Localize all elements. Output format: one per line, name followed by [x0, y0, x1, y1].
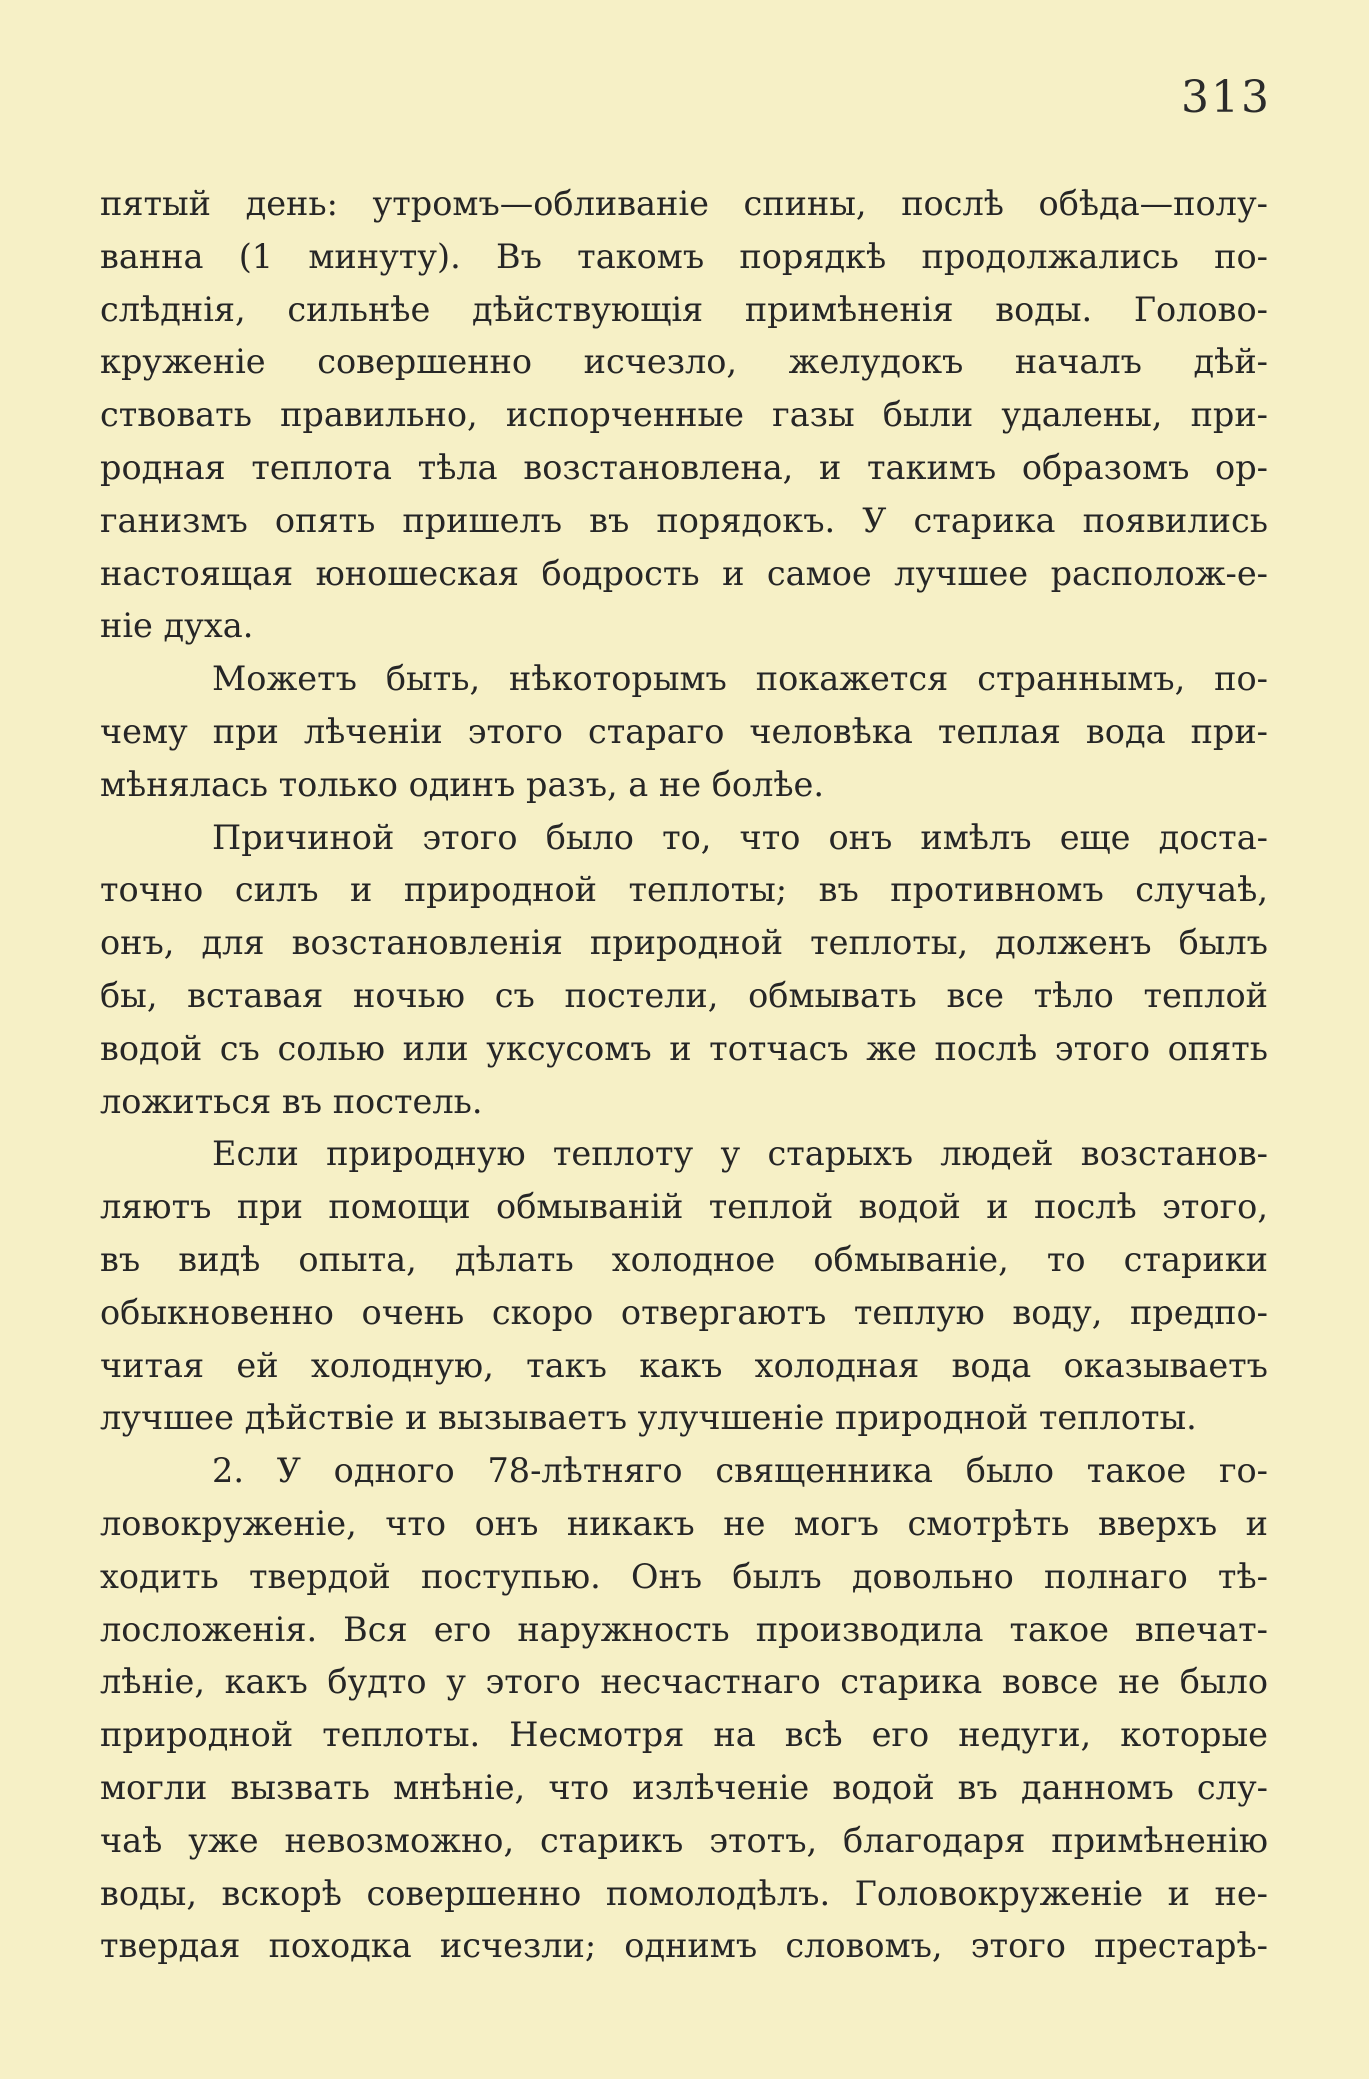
- paragraph: [100, 178, 1268, 653]
- text-line: пятый день: утромъ—обливаніе спины, послѣ обѣда—полу-: [100, 184, 1268, 223]
- body-text: [100, 178, 1268, 1973]
- text-line: Если природную теплоту у старыхъ людей возстанов-: [212, 1134, 1268, 1174]
- text-line: ганизмъ опять пришелъ въ порядокъ. У старика появились: [100, 500, 1268, 540]
- text-line: лѣніе, какъ будто у этого несчастнаго старика вовсе не было: [100, 1662, 1268, 1702]
- text-line: точно силъ и природной теплоты; въ противномъ случаѣ,: [100, 870, 1268, 910]
- text-line: воды, вскорѣ совершенно помолодѣлъ. Головокруженіе и не-: [100, 1873, 1268, 1913]
- text-line: онъ, для возстановленія природной теплоты, долженъ былъ: [100, 923, 1268, 963]
- paragraph: [100, 1445, 1268, 1973]
- text-line: 2. У одного 78-лѣтняго священника было такое го-: [212, 1451, 1268, 1491]
- text-line: твердая походка исчезли; однимъ словомъ, этого престарѣ-: [100, 1926, 1268, 1966]
- text-line: природной теплоты. Несмотря на всѣ его недуги, которые: [100, 1715, 1268, 1755]
- text-line: слѣднія, сильнѣе дѣйствующія примѣненія воды. Голово-: [100, 289, 1268, 329]
- text-line: чему при лѣченіи этого стараго человѣка теплая вода при-: [100, 711, 1268, 751]
- text-line: ляютъ при помощи обмываній теплой водой и послѣ этого,: [100, 1187, 1268, 1227]
- text-line: ходить твердой поступью. Онъ былъ довольно полнаго тѣ-: [100, 1556, 1268, 1596]
- text-line: бы, вставая ночью съ постели, обмывать все тѣло теплой: [100, 975, 1268, 1015]
- text-line: ніе духа.: [100, 606, 254, 646]
- text-line: могли вызвать мнѣніе, что излѣченіе водой въ данномъ слу-: [100, 1767, 1268, 1807]
- text-line: обыкновенно очень скоро отвергаютъ теплую воду, предпо-: [100, 1292, 1268, 1332]
- text-line: ванна (1 минуту). Въ такомъ порядкѣ продолжались по-: [100, 236, 1268, 276]
- paragraph: [100, 812, 1268, 1129]
- page-number: 313: [1181, 72, 1271, 123]
- text-line: Причиной этого было то, что онъ имѣлъ еще доста-: [212, 817, 1268, 857]
- text-line: ловокруженіе, что онъ никакъ не могъ смотрѣть вверхъ и: [100, 1503, 1268, 1543]
- text-line: мѣнялась только одинъ разъ, а не болѣе.: [100, 764, 825, 804]
- text-line: ствовать правильно, испорченные газы были удалены, при-: [100, 395, 1268, 435]
- text-line: круженіе совершенно исчезло, желудокъ началъ дѣй-: [100, 342, 1268, 382]
- text-line: настоящая юношеская бодрость и самое лучшее располож-е-: [100, 553, 1268, 593]
- text-line: Можетъ быть, нѣкоторымъ покажется страннымъ, по-: [212, 659, 1268, 699]
- text-line: лосложенія. Вся его наружность производила такое впечат-: [100, 1609, 1268, 1649]
- text-line: водой съ солью или уксусомъ и тотчасъ же послѣ этого опять: [100, 1028, 1268, 1068]
- text-line: чаѣ уже невозможно, старикъ этотъ, благодаря примѣненію: [100, 1820, 1268, 1860]
- text-line: читая ей холодную, такъ какъ холодная вода оказываетъ: [100, 1345, 1268, 1385]
- paragraph: [100, 1128, 1268, 1445]
- paragraph: [100, 653, 1268, 811]
- text-line: ложиться въ постель.: [100, 1081, 483, 1121]
- text-line: родная теплота тѣла возстановлена, и такимъ образомъ ор-: [100, 447, 1268, 487]
- text-line: лучшее дѣйствіе и вызываетъ улучшеніе природной теплоты.: [100, 1398, 1197, 1438]
- text-line: въ видѣ опыта, дѣлать холодное обмываніе, то старики: [100, 1239, 1268, 1279]
